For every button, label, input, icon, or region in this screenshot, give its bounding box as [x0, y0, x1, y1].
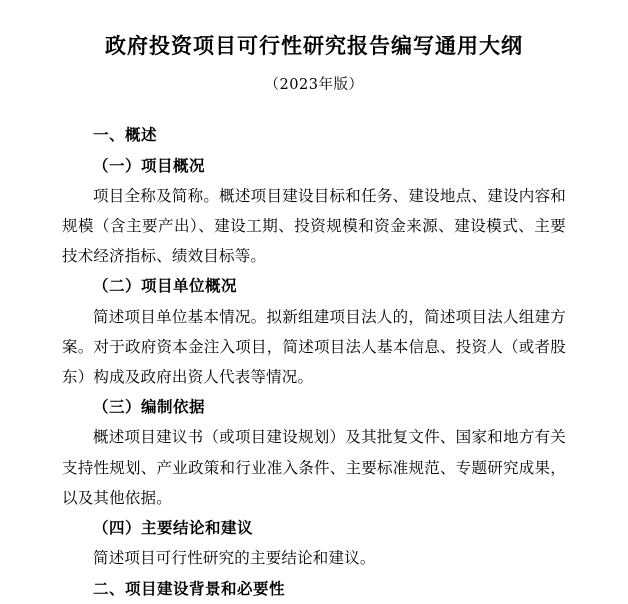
subsection-heading: （一）项目概况	[93, 155, 206, 175]
subsection-heading: （二）项目单位概况	[93, 276, 238, 296]
paragraph: 项目全称及简称。概述项目建设目标和任务、建设地点、建设内容和规模（含主要产出）、建设工期、投资规模和资金来源、建设模式、主要技术经济指标、绩效目标等。	[62, 186, 566, 266]
subsection-heading: （四）主要结论和建议	[93, 518, 254, 538]
document-body	[62, 120, 566, 604]
paragraph: 简述项目单位基本情况。拟新组建项目法人的，简述项目法人组建方案。对于政府资本金注入项目，简述项目法人基本信息、投资人（或者股东）构成及政府出资人代表等情况。	[62, 307, 566, 387]
subsection-heading: （三）编制依据	[93, 397, 206, 417]
section-heading: 一、概述	[93, 125, 158, 145]
page-title: 政府投资项目可行性研究报告编写通用大纲	[105, 33, 523, 58]
document-subtitle: （2023年版）	[264, 77, 364, 94]
paragraph: 简述项目可行性研究的主要结论和建议。	[93, 549, 376, 568]
section-heading: 二、项目建设背景和必要性	[93, 578, 286, 598]
paragraph: 概述项目建议书（或项目建设规划）及其批复文件、国家和地方有关支持性规划、产业政策和行业准入条件、主要标准规范、专题研究成果，以及其他依据。	[62, 428, 566, 507]
